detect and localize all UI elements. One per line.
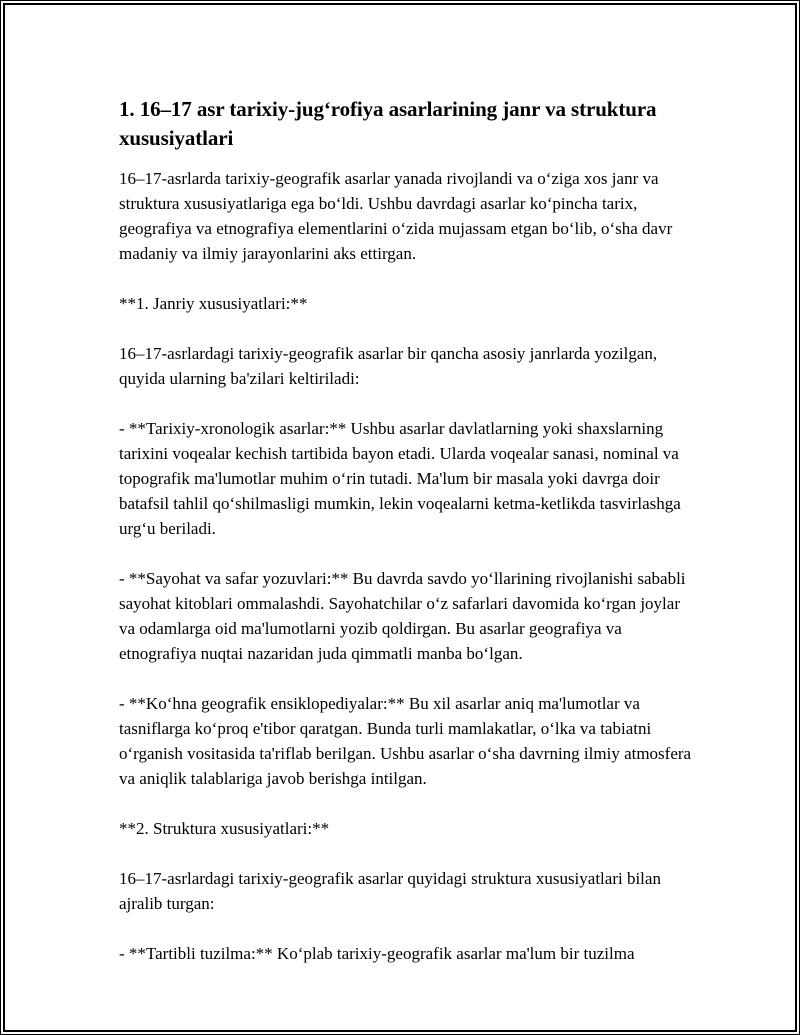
section-heading-genre: **1. Janriy xususiyatlari:** <box>119 294 308 313</box>
list-item-travel-writing: - **Sayohat va safar yozuvlari:** Bu davrda savdo yo‘llarining rivojlanishi sababli sayohat kitoblari ommalashdi. Sayohatchilar o‘z safarlari davomida ko‘rgan joylar va odamlarga oid ma'lumotlarni yozib qoldirgan. Bu asarlar geografiya va etnografiya nuqtai nazaridan juda qimmatli manba bo‘lgan. <box>119 569 686 663</box>
document-title: 1. 16–17 asr tarixiy-jug‘rofiya asarlarining janr va struktura xususiyatlari <box>119 97 657 150</box>
list-item-chronological: - **Tarixiy-xronologik asarlar:** Ushbu asarlar davlatlarning yoki shaxslarning tarixini voqealar kechish tartibida bayon etadi. Ularda voqealar sanasi, nominal va topografik ma'lumotlar muhim o‘rin tutadi. Ma'lum bir masala yoki davrga doir batafsil tahlil qo‘shilmasligi mumkin, lekin voqealarni ketma-ketlikda tasvirlashga urg‘u beriladi. <box>119 419 681 538</box>
intro-paragraph: 16–17-asrlarda tarixiy-geografik asarlar yanada rivojlandi va o‘ziga xos janr va struktura xususiyatlariga ega bo‘ldi. Ushbu davrdagi asarlar ko‘pincha tarix, geografiya va etnografiya elementlarini o‘zida mujassam etgan bo‘lib, o‘sha davr madaniy va ilmiy jarayonlarini aks ettirgan. <box>119 169 673 263</box>
structure-intro-paragraph: 16–17-asrlardagi tarixiy-geografik asarlar quyidagi struktura xususiyatlari bilan ajralib turgan: <box>119 869 661 913</box>
list-item-encyclopedias: - **Ko‘hna geografik ensiklopediyalar:** Bu xil asarlar aniq ma'lumotlar va tasniflarga ko‘proq e'tibor qaratgan. Bunda turli mamlakatlar, o‘lka va tabiatni o‘rganish vositasida ta'riflab berilgan. Ushbu asarlar o‘sha davrning ilmiy atmosfera va aniqlik talablariga javob berishga intilgan. <box>119 694 692 788</box>
genre-intro-paragraph: 16–17-asrlardagi tarixiy-geografik asarlar bir qancha asosiy janrlarda yozilgan, quyida ularning ba'zilari keltiriladi: <box>119 344 658 388</box>
document-body <box>119 95 697 991</box>
list-item-ordered-structure: - **Tartibli tuzilma:** Ko‘plab tarixiy-geografik asarlar ma'lum bir tuzilma <box>119 944 635 963</box>
section-heading-structure: **2. Struktura xususiyatlari:** <box>119 819 330 838</box>
